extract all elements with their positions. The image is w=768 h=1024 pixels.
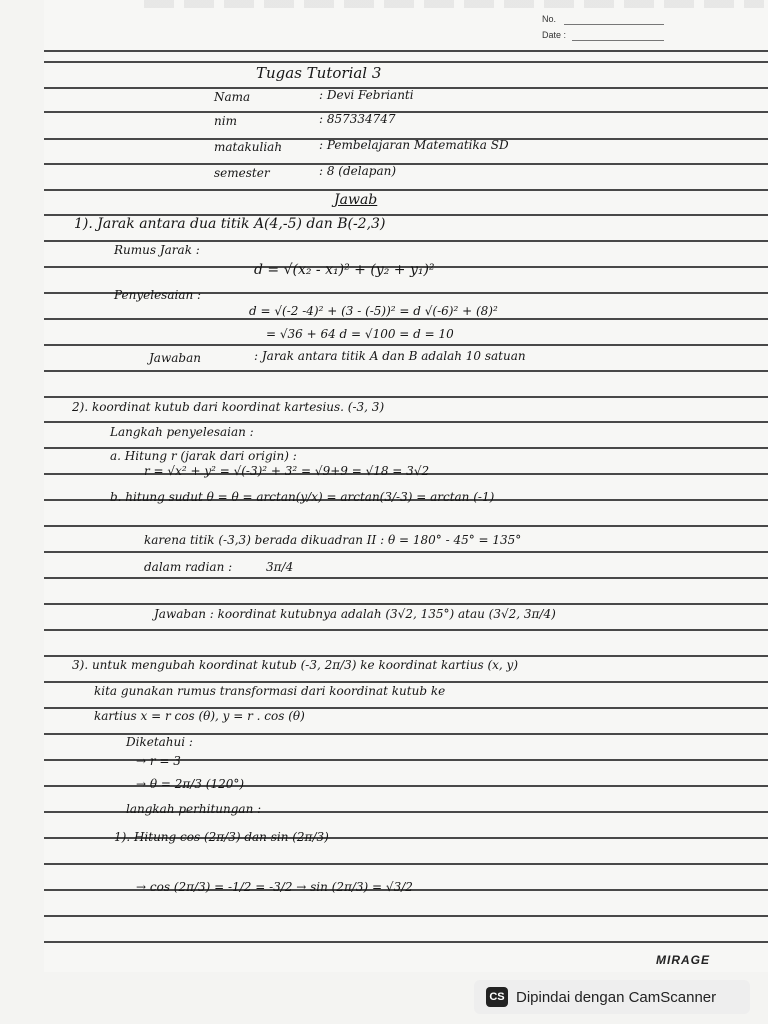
identity-course-value: : Pembelajaran Matematika SD: [319, 138, 509, 152]
q1-answer-label: Jawaban: [149, 351, 201, 365]
header-date-label: Date :: [542, 30, 567, 40]
header-no-line: [564, 24, 664, 25]
answer-heading: Jawab: [334, 192, 378, 208]
q3-line-3: kartius x = r cos (θ), y = r . cos (θ): [94, 709, 305, 723]
notebook-brand-logo: MIRAGE: [656, 953, 710, 967]
identity-name-label: Nama: [214, 90, 251, 104]
camscanner-text: Dipindai dengan CamScanner: [516, 988, 717, 1006]
header-date-line: [572, 40, 664, 41]
identity-semester-label: semester: [214, 166, 270, 180]
q2-step-a-label: a. Hitung r (jarak dari origin) :: [110, 449, 297, 463]
q1-answer: : Jarak antara titik A dan B adalah 10 satuan: [254, 349, 526, 363]
q1-question: 1). Jarak antara dua titik A(4,-5) dan B(-2,3): [74, 216, 386, 232]
q3-step-1: 1). Hitung cos (2π/3) dan sin (2π/3): [114, 830, 329, 844]
q2-step-b-formula: b. hitung sudut θ = θ = arctan(y/x) = arctan(3/-3) = arctan (-1): [110, 490, 495, 504]
q1-solution-label: Penyelesaian :: [114, 288, 202, 302]
q3-known-label: Diketahui :: [126, 735, 193, 749]
camscanner-icon: CS: [486, 987, 508, 1007]
identity-course-label: matakuliah: [214, 140, 283, 154]
q1-step-2: = √36 + 64 d = √100 = d = 10: [266, 327, 454, 341]
assignment-title: Tugas Tutorial 3: [256, 64, 382, 82]
q2-quadrant-note: karena titik (-3,3) berada dikuadran II : θ = 180° - 45° = 135°: [144, 533, 522, 547]
q3-line-2: kita gunakan rumus transformasi dari koordinat kutub ke: [94, 684, 446, 698]
bleed-through-strip: [144, 0, 764, 8]
q3-steps-label: langkah perhitungan :: [126, 802, 262, 816]
q2-radian-value: 3π/4: [266, 560, 294, 574]
q3-result: → cos (2π/3) = -1/2 = -3/2 → sin (2π/3) = √3/2: [136, 880, 413, 894]
q2-step-a-formula: r = √x² + y² = √(-3)² + 3² = √9+9 = √18 = 3√2: [144, 464, 430, 478]
notebook-page: [44, 0, 768, 972]
camscanner-watermark: [474, 980, 750, 1014]
identity-nim-value: : 857334747: [319, 112, 396, 126]
q2-steps-label: Langkah penyelesaian :: [110, 425, 254, 439]
q2-answer: Jawaban : koordinat kutubnya adalah (3√2, 135°) atau (3√2, 3π/4): [154, 607, 556, 621]
q2-radian-label: dalam radian :: [144, 560, 233, 574]
header-no-label: No.: [542, 14, 557, 24]
identity-name-value: : Devi Febrianti: [319, 88, 414, 102]
q1-step-1: d = √(-2 -4)² + (3 - (-5))² = d √(-6)² + (8)²: [249, 304, 498, 318]
q3-known-r: → r = 3: [136, 754, 181, 768]
q2-question: 2). koordinat kutub dari koordinat kartesius. (-3, 3): [72, 400, 385, 414]
q3-known-theta: → θ = 2π/3 (120°): [136, 777, 245, 791]
q1-formula-label: Rumus Jarak :: [114, 243, 200, 257]
q1-formula: d = √(x₂ - x₁)² + (y₂ + y₁)²: [254, 262, 435, 278]
identity-nim-label: nim: [214, 114, 237, 128]
identity-semester-value: : 8 (delapan): [319, 164, 397, 178]
q3-line-1: 3). untuk mengubah koordinat kutub (-3, 2π/3) ke koordinat kartius (x, y): [72, 658, 519, 672]
